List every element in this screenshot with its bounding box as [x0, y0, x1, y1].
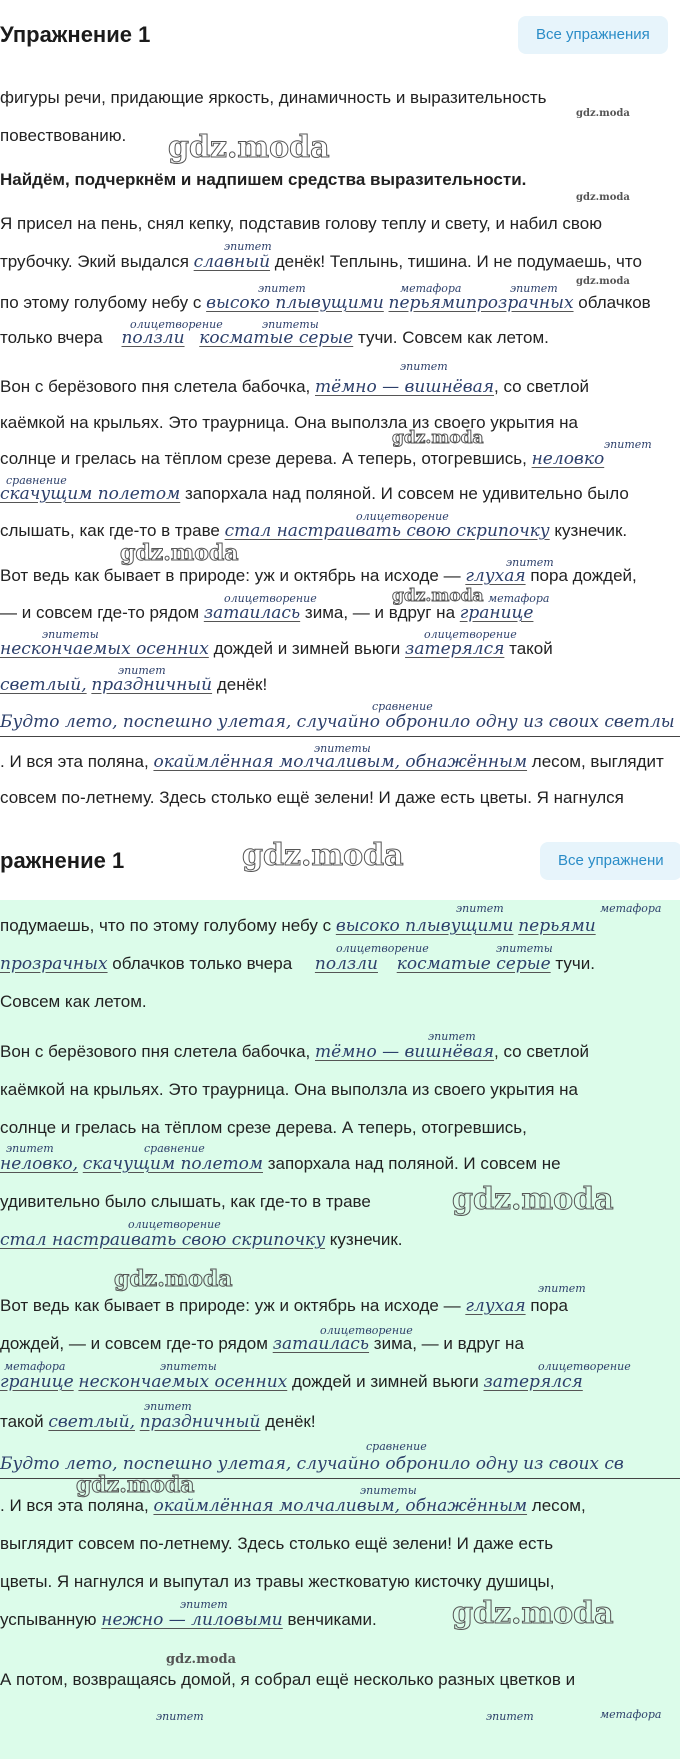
text-fragment: денёк!	[216, 675, 268, 694]
text-fragment: денёк!	[265, 1412, 316, 1431]
annotation-comparison: сравнение	[6, 474, 67, 487]
watermark: gdz.moda	[242, 838, 404, 873]
text-fragment: трубочку. Экий выдался	[0, 252, 189, 271]
annotation-comparison: сравнение	[372, 700, 433, 713]
text-fragment: облачков	[578, 293, 651, 312]
annotation-personification: олицетворение	[224, 592, 317, 605]
annotation-epithets: эпитеты	[160, 1360, 217, 1373]
text-line	[0, 1610, 377, 1630]
highlight-metaphor: перьями	[518, 916, 596, 936]
text-line: повествованию.	[0, 126, 127, 145]
text-line	[0, 377, 589, 397]
text-fragment: кузнечик.	[329, 1230, 403, 1249]
text-line	[0, 449, 604, 469]
text-fragment: зима, — и вдруг на	[373, 1334, 524, 1353]
highlight-epithet: праздничный	[91, 675, 213, 695]
text-line	[0, 1496, 586, 1516]
highlight-epithets: окаймлённая молчаливым, обнажённым	[153, 752, 528, 772]
page-title: ражнение 1	[0, 848, 125, 873]
text-line	[0, 1042, 589, 1062]
text-line: цветы. Я нагнулся и выпутал из травы жестковатую кисточку душицы,	[0, 1572, 555, 1591]
text-line	[0, 1412, 316, 1432]
text-line	[0, 293, 651, 313]
text-fragment: . И вся эта поляна,	[0, 752, 149, 771]
text-line	[0, 916, 596, 936]
text-line	[0, 1230, 403, 1250]
text-fragment: Вот ведь как бывает в природе: уж и октябрь на исходе —	[0, 566, 461, 585]
text-fragment: зима, — и вдруг на	[304, 603, 456, 622]
text-line: совсем по-летнему. Здесь столько ещё зелени! И даже есть цветы. Я нагнулся	[0, 788, 624, 807]
text-line: Я присел на пень, снял кепку, подставив голову теплу и свету, и набил свою	[0, 214, 602, 233]
text-line: удивительно было слышать, как где-то в траве	[0, 1192, 371, 1211]
watermark: gdz.moda	[392, 428, 484, 448]
exercise-panel-bottom	[0, 820, 680, 1759]
text-line	[0, 521, 627, 541]
text-fragment: успыванную	[0, 1610, 97, 1629]
annotation-epithet: эпитет	[224, 240, 272, 253]
text-line: фигуры речи, придающие яркость, динамичность и выразительность	[0, 88, 547, 107]
text-line	[0, 484, 629, 504]
text-fragment: солнце и грелась на тёплом срезе дерева. А теперь, отогревшись,	[0, 449, 527, 468]
text-fragment: , со светлой	[494, 377, 590, 396]
annotation-epithet: эпитет	[428, 1030, 476, 1043]
annotation-personification: олицетворение	[356, 510, 449, 523]
highlight-personification: стал настраивать свою скрипочку	[224, 521, 550, 541]
text-fragment: такой	[0, 1412, 44, 1431]
highlight-comparison: скачущим полетом	[0, 484, 181, 504]
panel-header	[0, 0, 680, 64]
highlight-epithet: высоко плывущими	[335, 916, 514, 936]
watermark: gdz.moda	[452, 1596, 614, 1631]
text-fragment: кузнечик.	[554, 521, 628, 540]
text-fragment: тучи. Совсем как летом.	[357, 328, 549, 347]
highlight-metaphor: границе	[459, 603, 534, 623]
text-line	[0, 1454, 624, 1474]
highlight-epithet: тёмно — вишнёвая	[315, 1042, 495, 1062]
text-line: выглядит совсем по-летнему. Здесь столько ещё зелени! И даже есть	[0, 1534, 554, 1553]
annotation-epithet: эпитет	[258, 282, 306, 295]
text-fragment: денёк! Теплынь, тишина. И не подумаешь, что	[274, 252, 642, 271]
annotation-epithet: эпитет	[180, 1598, 228, 1611]
highlight-epithet: светлый,	[0, 675, 87, 695]
text-fragment: . И вся эта поляна,	[0, 1496, 149, 1515]
text-line: Совсем как летом.	[0, 992, 147, 1011]
annotation-personification: олицетворение	[424, 628, 517, 641]
annotation-epithet: эпитет	[400, 360, 448, 373]
annotation-epithets: эпитеты	[496, 942, 553, 955]
highlight-epithet: праздничный	[139, 1412, 261, 1432]
annotation-epithet: эпитет	[156, 1710, 204, 1723]
highlight-epithets: косматые серые	[199, 328, 354, 348]
text-fragment: пора	[530, 1296, 568, 1315]
highlight-personification: стал настраивать свою скрипочку	[0, 1230, 326, 1250]
annotation-epithet: эпитет	[144, 1400, 192, 1413]
page-title: Упражнение 1	[0, 22, 151, 47]
text-line	[0, 1334, 524, 1354]
highlight-personification: затерялся	[405, 639, 505, 659]
text-line	[0, 752, 664, 772]
annotation-epithet: эпитет	[6, 1142, 54, 1155]
text-line	[0, 603, 533, 623]
annotation-epithet: эпитет	[486, 1710, 534, 1723]
highlight-epithet: славный	[193, 252, 271, 272]
text-fragment: запорхала над поляной. И совсем не удивительно было	[184, 484, 629, 503]
watermark: gdz.moda	[166, 1652, 237, 1667]
text-fragment: тучи.	[555, 954, 595, 973]
highlight-epithet: глухая	[465, 566, 526, 586]
text-fragment: такой	[509, 639, 553, 658]
highlight-epithets: окаймлённая молчаливым, обнажённым	[153, 1496, 528, 1516]
watermark: gdz.moda	[452, 1182, 614, 1217]
annotation-metaphor: метафора	[488, 592, 550, 605]
annotation-epithets: эпитеты	[314, 742, 371, 755]
highlight-epithet: высоко плывущими	[206, 293, 384, 313]
exercise-panel-top	[0, 0, 680, 740]
highlight-metaphor: границе	[0, 1372, 74, 1392]
text-fragment: подумаешь, что по этому голубому небу с	[0, 916, 332, 935]
annotation-epithet: эпитет	[510, 282, 558, 295]
watermark: gdz.moda	[120, 540, 239, 566]
text-fragment: Вот ведь как бывает в природе: уж и октябрь на исходе —	[0, 1296, 461, 1315]
annotation-personification: олицетворение	[336, 942, 429, 955]
watermark: gdz.moda	[576, 108, 630, 119]
text-line	[0, 252, 642, 272]
annotation-epithet: эпитет	[118, 664, 166, 677]
text-line: каёмкой на крыльях. Это траурница. Она выползла из своего укрытия на	[0, 413, 578, 432]
highlight-comparison: скачущим полетом	[82, 1154, 263, 1174]
highlight-personification: ползли	[121, 328, 185, 348]
highlight-epithet: неловко,	[0, 1154, 79, 1174]
text-fragment: дождей и зимней вьюги	[291, 1372, 479, 1391]
watermark: gdz.moda	[114, 1266, 233, 1292]
text-fragment: запорхала над поляной. И совсем не	[267, 1154, 561, 1173]
text-line	[0, 328, 549, 348]
text-line	[0, 712, 675, 732]
task-heading: Найдём, подчеркнём и надпишем средства выразительности.	[0, 170, 527, 189]
annotation-personification: олицетворение	[320, 1324, 413, 1337]
highlight-metaphor: перьямипрозрачных	[388, 293, 574, 313]
text-fragment: слышать, как где-то в траве	[0, 521, 220, 540]
text-line	[0, 675, 267, 695]
highlight-personification: затаилась	[203, 603, 301, 623]
text-fragment: — и совсем где-то рядом	[0, 603, 200, 622]
annotation-epithet: эпитет	[604, 438, 652, 451]
underline-rule	[0, 736, 680, 737]
text-fragment: , со светлой	[494, 1042, 590, 1061]
text-line: А потом, возвращаясь домой, я собрал ещё несколько разных цветков и	[0, 1670, 576, 1689]
highlight-epithets: косматые серые	[396, 954, 551, 974]
highlight-epithets: нескончаемых осенних	[78, 1372, 288, 1392]
highlight-metaphor: прозрачных	[0, 954, 108, 974]
highlight-epithet: тёмно — вишнёвая	[315, 377, 495, 397]
all-exercises-button[interactable]: Все упражнения	[518, 16, 668, 54]
annotation-metaphor: метафора	[600, 902, 662, 915]
watermark: gdz.moda	[576, 276, 630, 287]
text-fragment: венчиками.	[287, 1610, 377, 1629]
highlight-personification: затаилась	[272, 1334, 370, 1354]
annotation-metaphor: метафора	[4, 1360, 66, 1373]
highlight-personification: ползли	[314, 954, 378, 974]
text-fragment: лесом,	[531, 1496, 586, 1515]
text-line: каёмкой на крыльях. Это траурница. Она выползла из своего укрытия на	[0, 1080, 578, 1099]
annotation-epithets: эпитеты	[360, 1484, 417, 1497]
annotation-epithet: эпитет	[506, 556, 554, 569]
text-fragment: Вон с берёзового пня слетела бабочка,	[0, 377, 311, 396]
text-line	[0, 566, 637, 586]
annotation-personification: олицетворение	[128, 1218, 221, 1231]
text-line	[0, 1296, 568, 1316]
highlight-personification: затерялся	[483, 1372, 583, 1392]
highlight-epithet: нежно — лиловыми	[101, 1610, 283, 1630]
text-line	[0, 639, 553, 659]
annotation-personification: олицетворение	[130, 318, 223, 331]
highlight-epithets: нескончаемых осенних	[0, 639, 209, 659]
text-fragment: только вчера	[0, 328, 103, 347]
text-fragment: лесом, выглядит	[531, 752, 664, 771]
text-line	[0, 1154, 561, 1174]
highlight-epithet: неловко	[531, 449, 605, 469]
highlight-comparison: Будто лето, поспешно улетая, случайно обронило одну из своих светлы	[0, 712, 675, 732]
panel-header	[0, 820, 680, 900]
watermark: gdz.moda	[392, 586, 484, 606]
text-fragment: дождей, — и совсем где-то рядом	[0, 1334, 268, 1353]
annotation-epithets: эпитеты	[42, 628, 99, 641]
annotation-metaphor: метафора	[400, 282, 462, 295]
highlight-epithet: светлый,	[48, 1412, 135, 1432]
annotation-comparison: сравнение	[144, 1142, 205, 1155]
watermark: gdz.moda	[576, 192, 630, 203]
text-line: солнце и грелась на тёплом срезе дерева. А теперь, отогревшись,	[0, 1118, 527, 1137]
highlight-epithet: глухая	[465, 1296, 526, 1316]
annotation-personification: олицетворение	[538, 1360, 631, 1373]
text-fragment: облачков только вчера	[112, 954, 293, 973]
annotation-epithet: эпитет	[456, 902, 504, 915]
exercise-panel-top-continued	[0, 740, 680, 820]
watermark: gdz.moda	[76, 1472, 195, 1498]
highlight-comparison: Будто лето, поспешно улетая, случайно обронило одну из своих св	[0, 1454, 624, 1474]
text-fragment: по этому голубому небу с	[0, 293, 202, 312]
annotation-comparison: сравнение	[366, 1440, 427, 1453]
all-exercises-button[interactable]: Все упражнени	[540, 842, 680, 880]
annotation-metaphor: метафора	[600, 1708, 662, 1721]
text-fragment: Вон с берёзового пня слетела бабочка,	[0, 1042, 311, 1061]
watermark: gdz.moda	[168, 130, 330, 165]
text-line	[0, 954, 595, 974]
annotation-epithets: эпитеты	[262, 318, 319, 331]
text-line	[0, 1372, 583, 1392]
annotation-epithet: эпитет	[538, 1282, 586, 1295]
text-fragment: дождей и зимней вьюги	[213, 639, 401, 658]
text-fragment: пора дождей,	[530, 566, 637, 585]
